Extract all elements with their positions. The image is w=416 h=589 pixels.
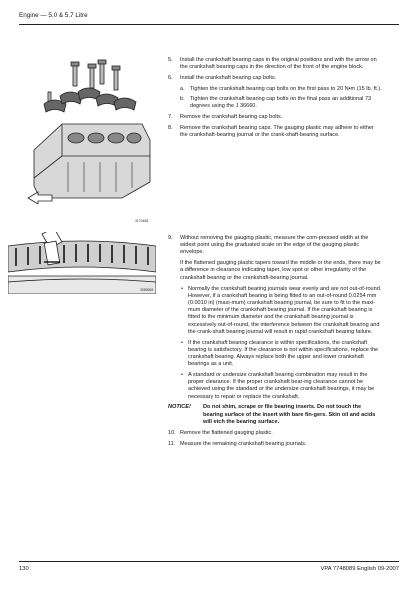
step-number: 6. [168,75,173,81]
bullet-dot: • [181,285,183,292]
step-6 [168,75,382,82]
step-text: Without removing the gauging plastic, measure the com-pressed width at the widest point using the graduated scale on the edge of the gauging plastic envelope. [180,235,369,256]
page-header-title: Engine — 5.0 & 5.7 Litre [19,12,88,19]
step-7 [168,114,382,121]
substep-b [168,96,382,110]
figure-engine-block [22,58,156,223]
step-number: 7. [168,113,173,120]
figure-code-1: 3170458 [135,219,149,223]
step-8 [168,125,382,139]
bullet-dot: • [181,339,183,346]
bullet-text: If the crankshaft bearing clearance is within specifications, the crankshaft bearing is satisfactory. If the clearance is not within specifications, replace the crankshaft bearing. Always replace both the upper and lower crankshaft bearings as a unit. [188,339,379,368]
step-number: 8. [168,124,173,131]
bullet-item [168,286,382,336]
instructions-top [168,57,382,143]
figure-gauging-plastic [8,232,156,294]
step-text: Remove the flattened gauging plastic. [180,429,273,436]
bullet-item [168,372,382,401]
engine-block-illustration [22,58,156,204]
substep-text: Tighten the crankshaft bearing cap bolts on the final pass an additional 73 degrees using the J 36660. [190,96,372,110]
notice-text: Do not shim, scrape or file bearing inserts. Do not touch the bearing surface of the insert with bare fin-gers. Skin oil and acids will etch the bearing surface. [203,404,376,425]
step-text: Measure the remaining crankshaft bearing journals. [180,440,307,447]
notice-block [168,404,382,426]
bullet-text: Normally the crankshaft bearing journals wear evenly and are not out-of-round. However, if a crankshaft bearing is being fitted to an out-of-round 0.0254 mm (0.0010 in) (maxi-mum) crankshaft bearing journal, be sure to fit to the maxi-mum diameter of the crankshaft bearing journal. If the crankshaft bearing is fitted to the minimum diameter and the crankshaft bearing journal is excessively out-of-round, the interference between the crankshaft bearing and the crank-shaft bearing journal will result in rapid crankshaft bearing failure. [188,285,382,335]
gauging-plastic-illustration [8,232,156,294]
step-number: 11. [168,440,176,447]
footer-divider [19,561,399,562]
bearing-caps [44,88,136,112]
substep-text: Tighten the crankshaft bearing cap bolts on the first pass to 20 N•m (15 lb. ft.). [190,85,382,92]
header-divider [19,24,399,25]
step-number: 10. [168,429,176,436]
page-number: 130 [19,566,29,572]
step-text: Install the crankshaft bearing cap bolts. [180,75,277,81]
substep-a [168,86,382,93]
substep-letter: b. [180,96,185,103]
step-text: Install the crankshaft bearing caps in the original positions and with the arrow on the crankshaft bearing caps in the direction of the front of the engine block. [180,57,377,71]
step-text: Remove the crankshaft bearing caps. The gauging plastic may adhere to either the crankshaft-bearing journal or the crank-shaft-bearing surface. [180,124,374,138]
step-10 [168,430,382,437]
bullet-item [168,340,382,369]
substep-letter: a. [180,85,185,92]
step-9 [168,235,382,257]
step-5 [168,57,382,71]
taper-paragraph: If the flattened gauging plastic tapers toward the middle or the ends, there may be a difference in clearance indicating taper, low spot or other irregularity of the crankshaft bearing or the crankshaft-bearing journal. [180,260,381,281]
step-text: Remove the crankshaft bearing cap bolts. [180,113,283,120]
notice-label: NOTICE! [168,404,191,411]
document-reference: VPA 7748089 English 09-2007 [320,566,399,572]
step-11 [168,441,382,448]
bullet-dot: • [181,372,183,379]
bullet-text: A standard or undersize crankshaft bearing combination may result in the proper clearance. If the proper crankshaft bear-ing clearance cannot be achieved using the standard or the undersize crankshaft bearings, it may be necessary to repair or replace the crankshaft. [188,372,375,400]
instructions-bottom [168,235,382,451]
step-number: 9. [168,235,173,241]
figure-code-2: 3089658 [140,288,154,292]
step-number: 5. [168,57,173,63]
